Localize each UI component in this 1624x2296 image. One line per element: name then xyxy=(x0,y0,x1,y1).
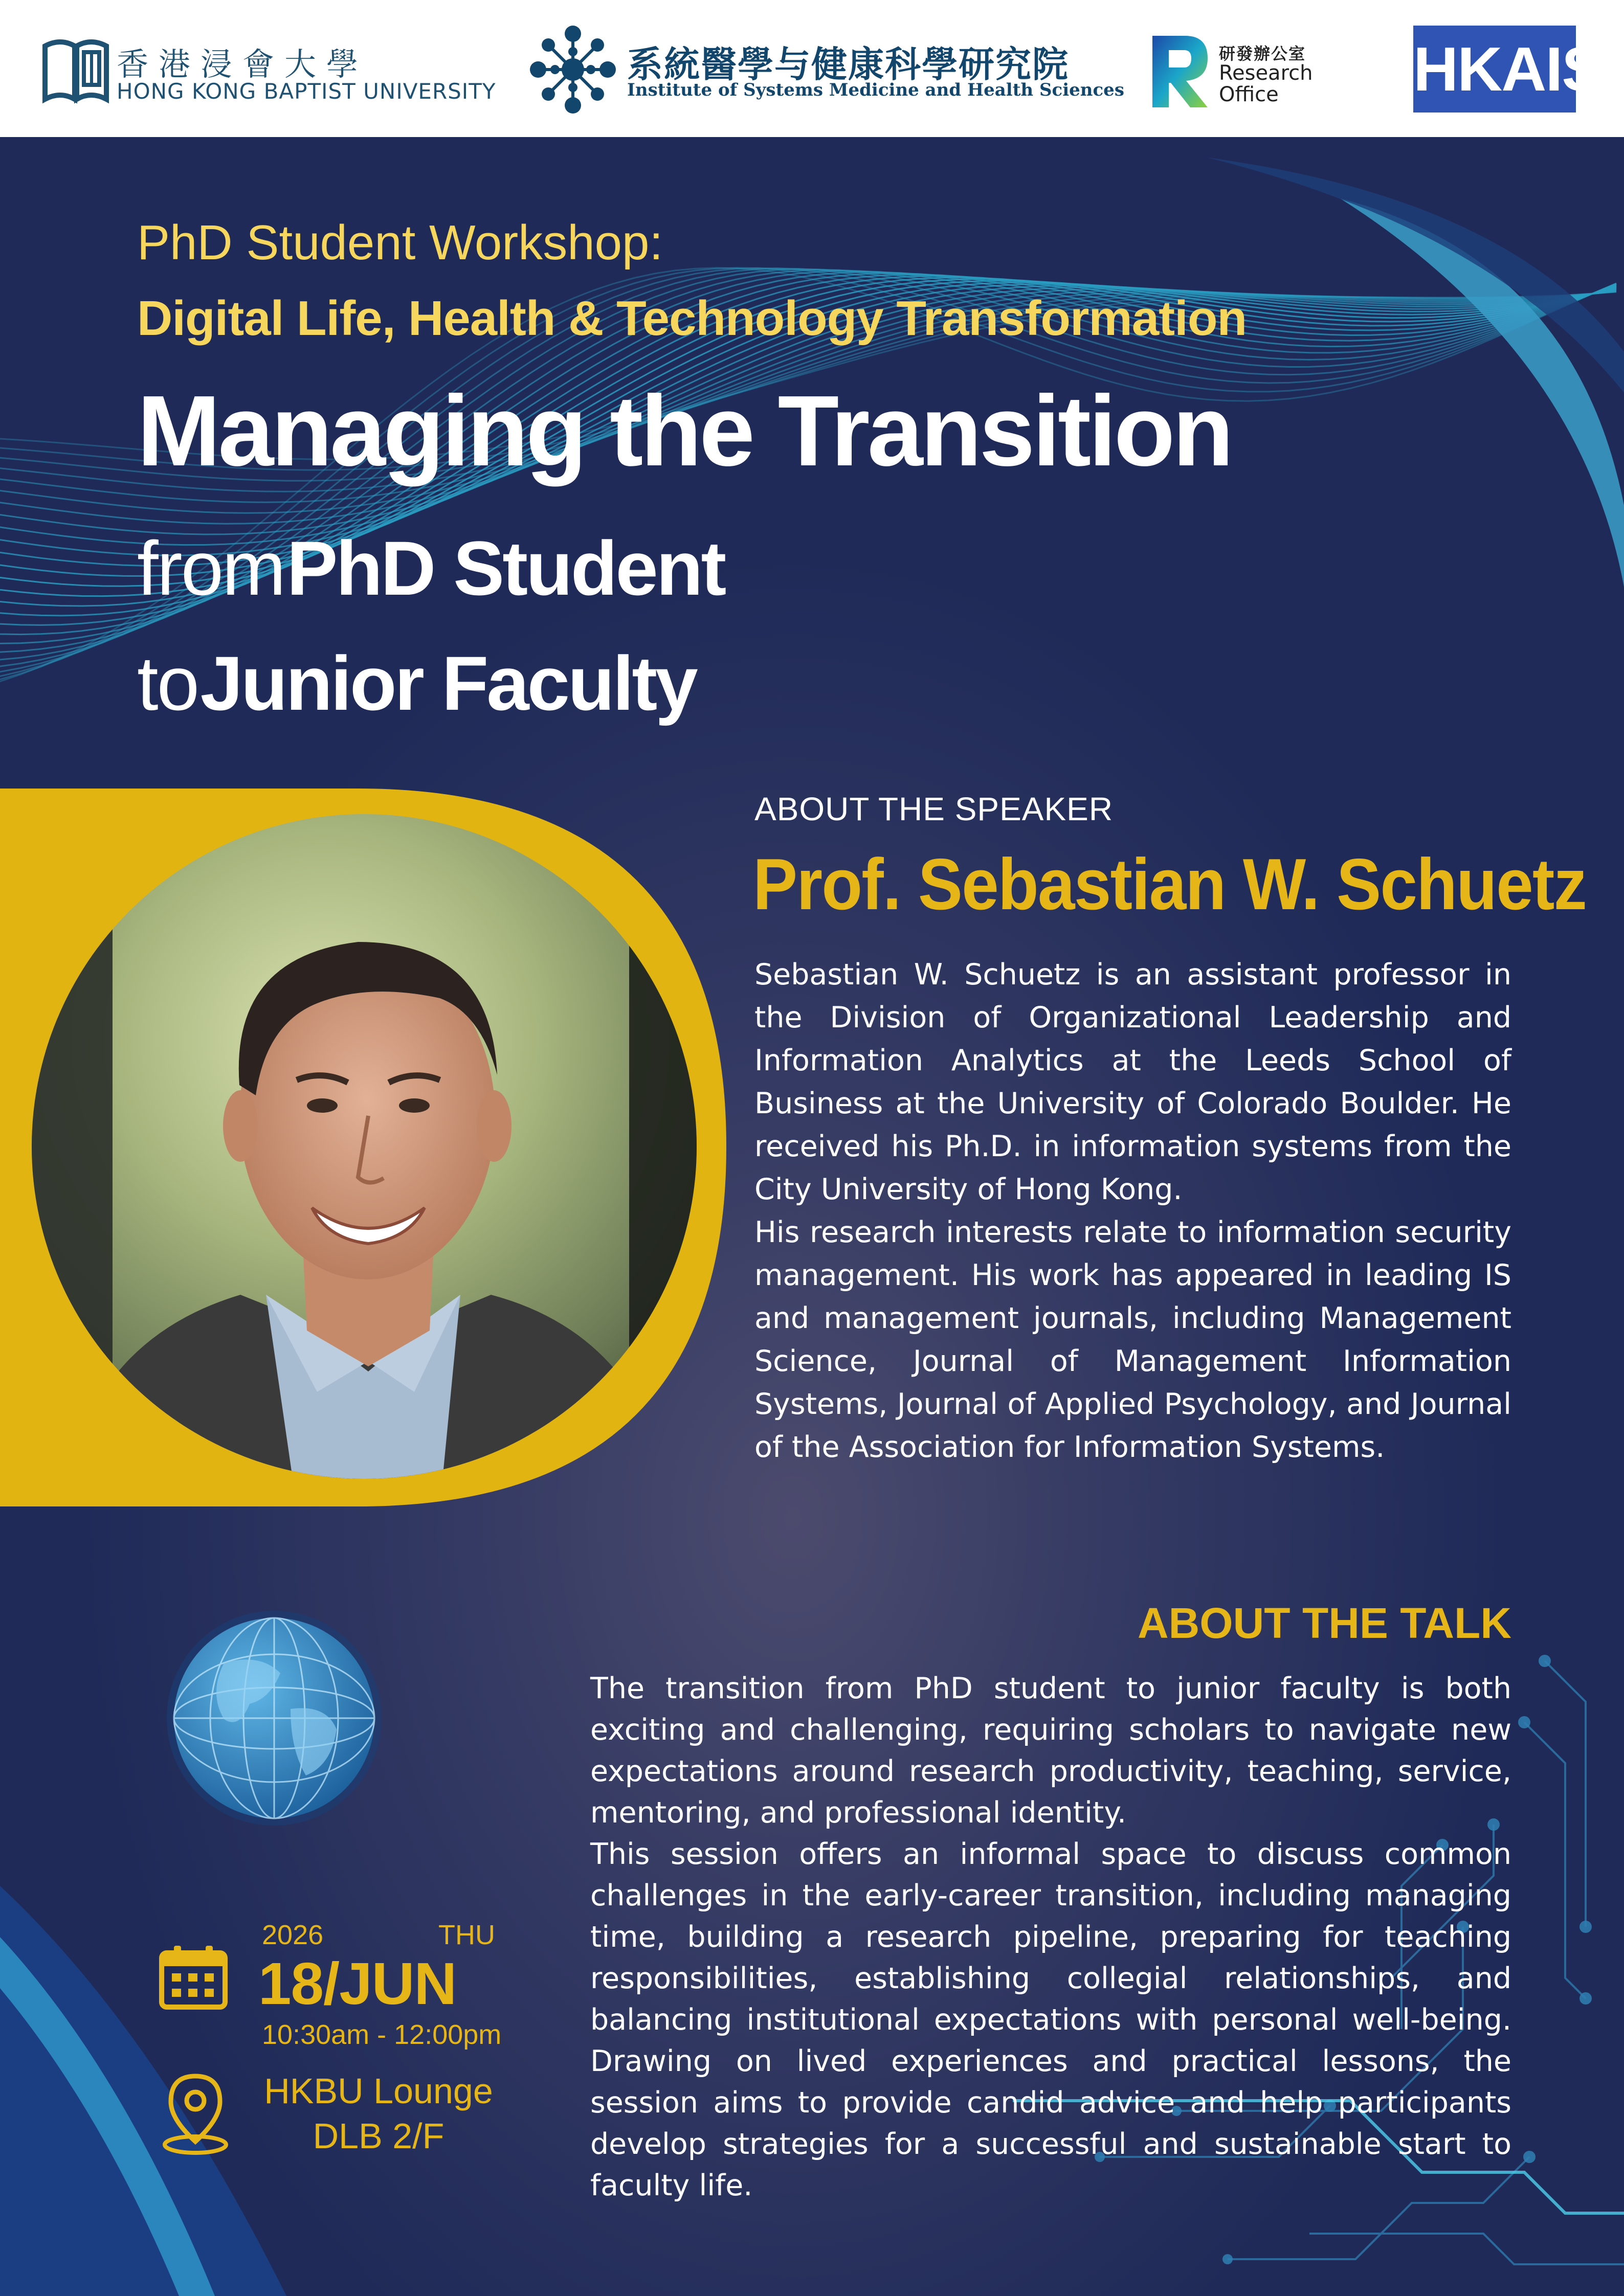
bottom-left-swoosh xyxy=(0,1886,286,2296)
isms-name-en: Institute of Systems Medicine and Health Sciences xyxy=(627,80,1124,100)
venue-line-2: DLB 2/F xyxy=(313,2116,444,2156)
talk-paragraph: This session offers an informal space to discuss common challenges in the early-career transition, including managing time, building a research pipeline, preparing for teaching responsibilities, establishing collegial relationships, and balancing institutional expectations with personal well-being. Drawing on lived experiences and practical lessons, the session aims to provide candid advice and help participants develop strategies for a successful and sustainable start to faculty life. xyxy=(590,1837,1511,2202)
hkais-label: HKAIS xyxy=(1413,34,1603,104)
talk-paragraph: The transition from PhD student to junior faculty is both exciting and challenging, requiring scholars to navigate new expectations around research productivity, teaching, service, mentoring, and professional identity. xyxy=(590,1672,1511,1830)
event-time: 10:30am - 12:00pm xyxy=(262,2019,502,2050)
event-weekday: THU xyxy=(438,1920,495,1950)
hkbu-book-icon xyxy=(40,32,112,108)
speaker-bio-paragraph: Sebastian W. Schuetz is an assistant professor in the Division of Organizational Leadership and Information Analytics at the Leeds School of Business at the University of Colorado Boulder. He received his Ph.D. in information systems from the City University of Hong Kong. xyxy=(754,958,1511,1206)
talk-title-line-2 xyxy=(137,524,724,613)
venue-line-1: HKBU Lounge xyxy=(264,2071,493,2111)
workshop-label: PhD Student Workshop: xyxy=(137,215,663,270)
speaker-name: Prof. Sebastian W. Schuetz xyxy=(753,844,1587,925)
research-office-name-en: Research Office xyxy=(1219,61,1313,106)
title-from-word: from xyxy=(137,525,284,611)
event-date: 18/JUN xyxy=(258,1950,457,2017)
talk-title: Managing the Transition xyxy=(137,375,1232,487)
speaker-bio xyxy=(754,953,1511,1469)
talk-title-line-3 xyxy=(137,639,696,728)
about-speaker-heading: ABOUT THE SPEAKER xyxy=(754,791,1114,827)
hkais-logo xyxy=(1413,26,1603,112)
hkbu-name-en: HONG KONG BAPTIST UNIVERSITY xyxy=(117,79,496,104)
speaker-photo xyxy=(0,789,726,1506)
logo-bar xyxy=(0,0,1624,137)
globe-icon xyxy=(163,1607,386,1830)
research-office-name-zh: 研發辦公室 xyxy=(1219,44,1306,63)
speaker-bio-paragraph: His research interests relate to information security management. His work has appeared in leading IS and management journals, including Management Science, Journal of Management Information Systems, Journal of Applied Psychology, and Journal of the Association for Information Systems. xyxy=(754,1215,1511,1464)
about-talk-heading: ABOUT THE TALK xyxy=(1137,1599,1511,1647)
title-phd-student: PhD Student xyxy=(286,525,725,611)
title-to-word: to xyxy=(137,640,198,726)
molecule-network-icon xyxy=(527,24,619,116)
workshop-theme: Digital Life, Health & Technology Transformation xyxy=(137,291,1247,346)
hkbu-name-zh: 香港浸會大學 xyxy=(117,46,369,83)
location-pin-icon xyxy=(160,2070,231,2156)
talk-description xyxy=(590,1668,1511,2207)
research-office-r-icon xyxy=(1148,32,1212,111)
isms-name-zh: 系統醫學与健康科學研究院 xyxy=(627,43,1069,85)
title-junior-faculty: Junior Faculty xyxy=(200,640,696,726)
calendar-icon xyxy=(159,1945,228,2010)
event-venue xyxy=(256,2068,501,2158)
event-year: 2026 xyxy=(262,1920,324,1950)
